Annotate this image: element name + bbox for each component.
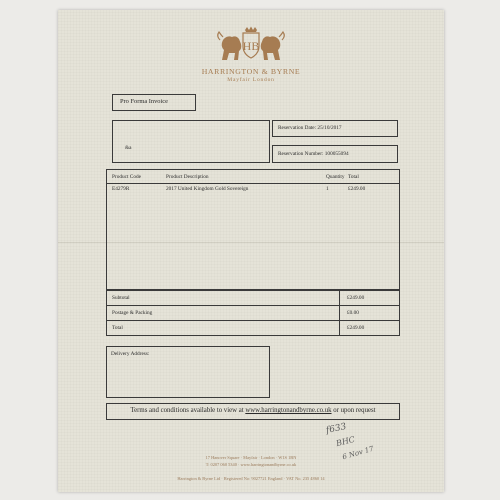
reservation-date-box xyxy=(272,120,398,137)
total-label: Total xyxy=(112,325,123,331)
svg-text:HB: HB xyxy=(242,39,260,53)
invoice-title-box xyxy=(112,94,196,111)
lion-crest-icon xyxy=(212,26,290,62)
totals-divider xyxy=(339,306,340,320)
item-description: 2017 United Kingdom Gold Sovereign xyxy=(166,186,249,192)
delivery-address-label: Delivery Address: xyxy=(111,351,150,357)
brand-header xyxy=(58,26,444,83)
footer-address: 17 Hanover Square · Mayfair · London · W1S 1BN xyxy=(205,455,297,460)
totals-table xyxy=(106,290,400,336)
totals-row xyxy=(107,320,399,335)
reservation-number-box xyxy=(272,145,398,163)
invoice-paper xyxy=(58,10,444,492)
terms-text xyxy=(107,404,399,414)
handwritten-note-3: 6 Nov 17 xyxy=(341,444,375,462)
postage-label: Postage & Packing xyxy=(112,310,153,316)
item-total: £249.00 xyxy=(348,186,366,192)
column-header-quantity: Quantity xyxy=(326,174,345,180)
postage-value: £0.00 xyxy=(347,310,359,316)
handwritten-note-1: f633 xyxy=(325,421,348,437)
customer-box xyxy=(112,120,270,163)
total-value: £249.00 xyxy=(347,325,365,331)
terms-prefix: Terms and conditions available to view at xyxy=(130,407,246,414)
footer-registration: Harrington & Byrne Ltd · Registered No: 9027721 England · VAT No. 235 4860 14 xyxy=(177,476,325,481)
delivery-address-box xyxy=(106,346,270,398)
item-quantity: 1 xyxy=(326,186,329,192)
brand-name: HARRINGTON & BYRNE xyxy=(201,67,301,76)
subtotal-label: Subtotal xyxy=(112,295,130,301)
subtotal-value: £249.00 xyxy=(347,295,365,301)
website-link[interactable]: www.harringtonandbyrne.co.uk xyxy=(245,407,332,414)
customer-initials: &a xyxy=(125,145,132,151)
totals-row xyxy=(107,305,399,320)
totals-row xyxy=(107,290,399,305)
reservation-date: Reservation Date: 25/10/2017 xyxy=(278,125,342,131)
item-code: E4279R xyxy=(112,186,130,192)
terms-suffix: or upon request xyxy=(331,407,376,414)
totals-divider xyxy=(339,321,340,335)
column-header-code: Product Code xyxy=(112,174,141,180)
footer-contact: T: 0207 060 5340 · www.harringtonandbyrne.co.uk xyxy=(205,462,297,467)
table-header-rule xyxy=(107,183,399,184)
totals-divider xyxy=(339,291,340,305)
terms-box xyxy=(106,403,400,420)
invoice-title: Pro Forma Invoice xyxy=(120,98,168,105)
items-table xyxy=(106,169,400,290)
column-header-total: Total xyxy=(348,174,359,180)
reservation-number: Reservation Number: 100055094 xyxy=(278,151,349,157)
column-header-description: Product Description xyxy=(166,174,209,180)
brand-location: Mayfair London xyxy=(227,77,275,83)
handwritten-note-2: BHC xyxy=(335,434,356,449)
